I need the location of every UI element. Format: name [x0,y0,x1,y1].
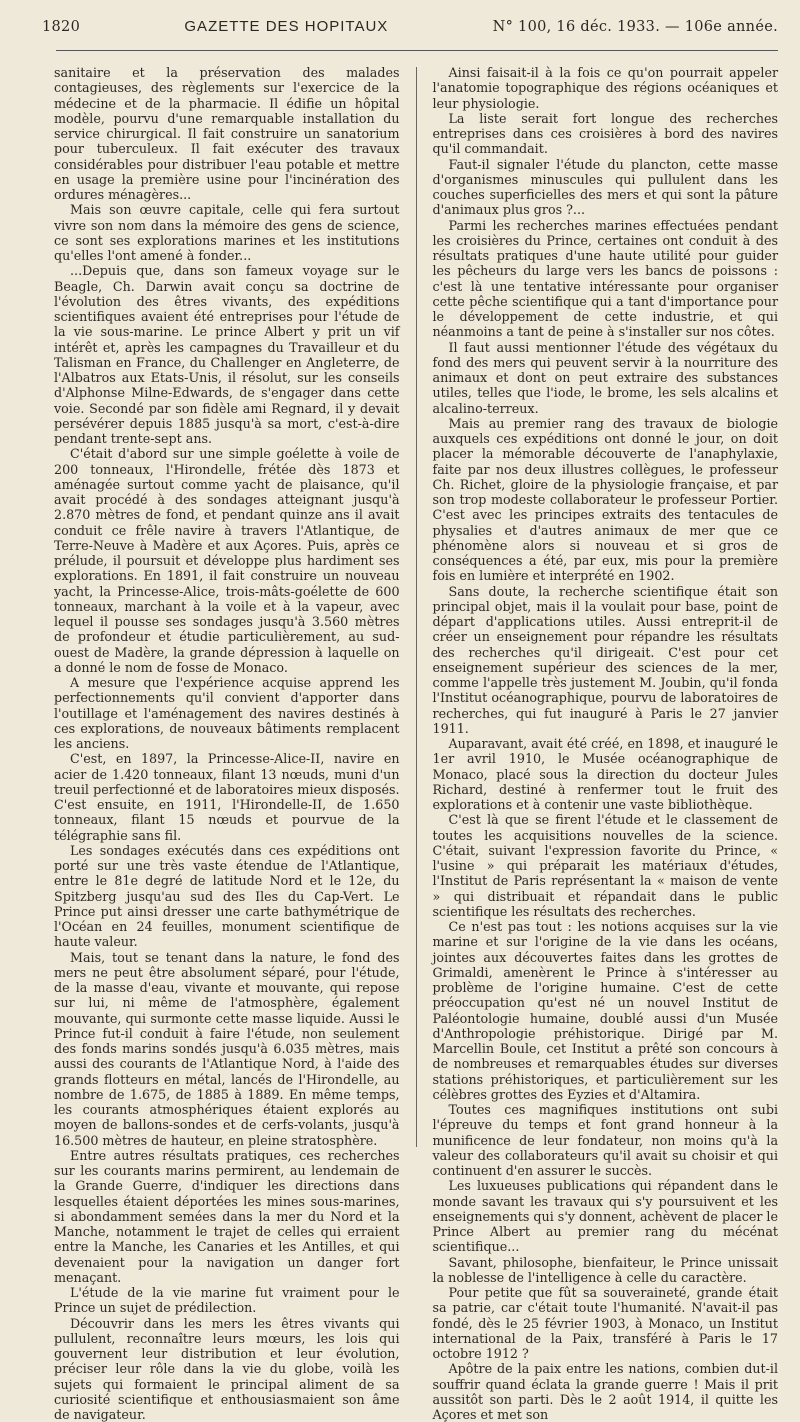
paragraph: Toutes ces magnifiques institutions ont subi l'épreuve du temps et font grand honneur à la munificence de leur fondateur, non moins qu'à la valeur des collaborateurs qu'il avait su choisir et qui continuent d'en assurer le succès. [433,1102,779,1178]
paragraph: Découvrir dans les mers les êtres vivants qui pullulent, reconnaître leurs mœurs, les lois qui gouvernent leur distribution et leur évolution, préciser leur rôle dans la vie du globe, voilà les sujets qui formaient le principal aliment de sa curiosité scientifique et enthousiasmaient son âme de navigateur. [54,1316,400,1422]
page-number: 1820 [42,19,80,35]
left-column [54,65,400,1422]
paragraph: Entre autres résultats pratiques, ces recherches sur les courants marins permirent, au lendemain de la Grande Guerre, d'indiquer les directions dans lesquelles étaient déportées les mines sous-marines, si abondamment semées dans la mer du Nord et la Manche, notamment le trajet de celles qui erraient entre la Manche, les Canaries et les Antilles, et qui devenaient pour la navigation un danger fort menaçant. [54,1148,400,1285]
paragraph: C'était d'abord sur une simple goélette à voile de 200 tonneaux, l'Hirondelle, frétée dès 1873 et aménagée surtout comme yacht de plaisance, qu'il avait procédé à des sondages atteignant jusqu'à 2.870 mètres de fond, et pendant quinze ans il avait conduit ce frêle navire à travers l'Atlantique, de Terre-Neuve à Madère et aux Açores. Puis, après ce prélude, il poursuit et développe plus hardiment ses explorations. En 1891, il fait construire un nouveau yacht, la Princesse-Alice, trois-mâts-goélette de 600 tonneaux, marchant à la voile et à la vapeur, avec lequel il pousse ses sondages jusqu'à 3.560 mètres de profondeur et étudie particulièrement, au sud-ouest de Madère, la grande dépression à laquelle on a donné le nom de fosse de Monaco. [54,446,400,675]
paragraph: Pour petite que fût sa souveraineté, grande était sa patrie, car c'était toute l'humanité. N'avait-il pas fondé, dès le 25 février 1903, à Monaco, un Institut international de la Paix, transféré à Paris le 17 octobre 1912 ? [433,1285,779,1361]
issue-info: N° 100, 16 déc. 1933. — 106e année. [493,19,778,35]
paragraph: L'étude de la vie marine fut vraiment pour le Prince un sujet de prédilection. [54,1285,400,1316]
journal-title: GAZETTE DES HOPITAUX [184,18,388,35]
article-columns [42,65,778,1422]
paragraph: C'est là que se firent l'étude et le classement de toutes les acquisitions nouvelles de la science. C'était, suivant l'expression favorite du Prince, « l'usine » qui préparait les matériaux d'études, l'Institut de Paris représentant la « maison de vente » qui distribuait et répandait dans le public scientifique les résultats des recherches. [433,812,779,919]
paragraph: La liste serait fort longue des recherches entreprises dans ces croisières à bord des navires qu'il commandait. [433,111,779,157]
paragraph: Auparavant, avait été créé, en 1898, et inauguré le 1er avril 1910, le Musée océanographique de Monaco, placé sous la direction du docteur Jules Richard, destiné à renfermer tout le fruit des explorations et à contenir une vaste bibliothèque. [433,736,779,812]
paragraph: Les sondages exécutés dans ces expéditions ont porté sur une très vaste étendue de l'Atlantique, entre le 81e degré de latitude Nord et le 12e, du Spitzberg jusqu'au sud des Iles du Cap-Vert. Le Prince put ainsi dresser une carte bathymétrique de l'Océan en 24 feuilles, monument scientifique de haute valeur. [54,843,400,950]
paragraph: ...Depuis que, dans son fameux voyage sur le Beagle, Ch. Darwin avait conçu sa doctrine de l'évolution des êtres vivants, des expéditions scientifiques avaient été entreprises pour l'étude de la vie sous-marine. Le prince Albert y prit un vif intérêt et, après les campagnes du Travailleur et du Talisman en France, du Challenger en Angleterre, de l'Albatros aux Etats-Unis, il résolut, sur les conseils d'Alphonse Milne-Edwards, de s'engager dans cette voie. Secondé par son fidèle ami Regnard, il y devait persévérer depuis 1885 jusqu'à sa mort, c'est-à-dire pendant trente-sept ans. [54,263,400,446]
paragraph: Les luxueuses publications qui répandent dans le monde savant les travaux qui s'y poursuivent et les enseignements qui s'y donnent, achèvent de placer le Prince Albert au premier rang du mécénat scientifique... [433,1178,779,1254]
page-header [42,18,778,44]
header-rule [56,50,778,51]
paragraph: Savant, philosophe, bienfaiteur, le Prince unissait la noblesse de l'intelligence à celle du caractère. [433,1255,779,1286]
paragraph: sanitaire et la préservation des malades contagieuses, des règlements sur l'exercice de la médecine et de la pharmacie. Il édifie un hôpital modèle, pourvu d'une remarquable installation du service chirurgical. Il fait construire un sanatorium pour tuberculeux. Il fait exécuter des travaux considérables pour distribuer l'eau potable et mettre en usage la première usine pour l'incinération des ordures ménagères... [54,65,400,202]
paragraph: Apôtre de la paix entre les nations, combien dut-il souffrir quand éclata la grande guerre ! Mais il prit aussitôt son parti. Dès le 2 août 1914, il quitte les Açores et met son [433,1361,779,1422]
paragraph: Faut-il signaler l'étude du plancton, cette masse d'organismes minuscules qui pullulent dans les couches superficielles des mers et qui sont la pâture d'animaux plus gros ?... [433,157,779,218]
paragraph: Mais, tout se tenant dans la nature, le fond des mers ne peut être absolument séparé, pour l'étude, de la masse d'eau, vivante et mouvante, qui repose sur lui, ni même de l'atmosphère, également mouvante, qui surmonte cette masse liquide. Aussi le Prince fut-il conduit à faire l'étude, non seulement des fonds marins sondés jusqu'à 6.035 mètres, mais aussi des courants de l'Atlantique Nord, à l'aide des grands flotteurs en métal, lancés de l'Hirondelle, au nombre de 1.675, de 1885 à 1889. En même temps, les courants atmosphériques étaient explorés au moyen de ballons-sondes et de cerfs-volants, jusqu'à 16.500 mètres de hauteur, en pleine stratosphère. [54,950,400,1148]
paragraph: Parmi les recherches marines effectuées pendant les croisières du Prince, certaines ont conduit à des résultats pratiques d'une haute utilité pour guider les pêcheurs du large vers les bancs de poissons : c'est là une tentative intéressante pour organiser cette pêche scientifique qui a tant d'importance pour le développement de cette industrie, et qui néanmoins a tant de peine à s'installer sur nos côtes. [433,218,779,340]
paragraph: A mesure que l'expérience acquise apprend les perfectionnements qu'il convient d'apporter dans l'outillage et l'aménagement des navires destinés à ces explorations, de nouveaux bâtiments remplacent les anciens. [54,675,400,751]
right-column [433,65,779,1422]
paragraph: Ce n'est pas tout : les notions acquises sur la vie marine et sur l'origine de la vie dans les océans, jointes aux découvertes faites dans les grottes de Grimaldi, amenèrent le Prince à s'intéresser au problème de l'origine humaine. C'est de cette préoccupation qu'est né un nouvel Institut de Paléontologie humaine, doublé aussi d'un Musée d'Anthropologie préhistorique. Dirigé par M. Marcellin Boule, cet Institut a prêté son concours à de nombreuses et remarquables études sur diverses stations préhistoriques, et particulièrement sur les célèbres grottes des Eyzies et d'Altamira. [433,919,779,1102]
paragraph: Il faut aussi mentionner l'étude des végétaux du fond des mers qui peuvent servir à la nourriture des animaux et dont on peut extraire des substances utiles, telles que l'iode, le brome, les sels alcalins et alcalino-terreux. [433,340,779,416]
column-divider [416,67,417,1147]
paragraph: Sans doute, la recherche scientifique était son principal objet, mais il la voulait pour base, point de départ d'applications utiles. Aussi entreprit-il de créer un enseignement pour répandre les résultats des recherches qu'il dirigeait. C'est pour cet enseignement supérieur des sciences de la mer, comme l'appelle très justement M. Joubin, qu'il fonda l'Institut océanographique, pourvu de laboratoires de recherches, qui fut inauguré à Paris le 27 janvier 1911. [433,584,779,737]
paragraph: Mais son œuvre capitale, celle qui fera surtout vivre son nom dans la mémoire des gens de science, ce sont ses explorations marines et les institutions qu'elles l'ont amené à fonder... [54,202,400,263]
paragraph: C'est, en 1897, la Princesse-Alice-II, navire en acier de 1.420 tonneaux, filant 13 nœuds, muni d'un treuil perfectionné et de laboratoires mieux disposés. C'est ensuite, en 1911, l'Hirondelle-II, de 1.650 tonneaux, filant 15 nœuds et pourvue de la télégraphie sans fil. [54,751,400,843]
paragraph: Mais au premier rang des travaux de biologie auxquels ces expéditions ont donné le jour, on doit placer la mémorable découverte de l'anaphylaxie, faite par nos deux illustres collègues, le professeur Ch. Richet, gloire de la physiologie française, et par son trop modeste collaborateur le professeur Portier. C'est avec les principes extraits des tentacules de physalies et d'autres animaux de mer que ce phénomène alors si nouveau et si gros de conséquences a été, par eux, mis pour la première fois en lumière et interprété en 1902. [433,416,779,584]
paragraph: Ainsi faisait-il à la fois ce qu'on pourrait appeler l'anatomie topographique des régions océaniques et leur physiologie. [433,65,779,111]
